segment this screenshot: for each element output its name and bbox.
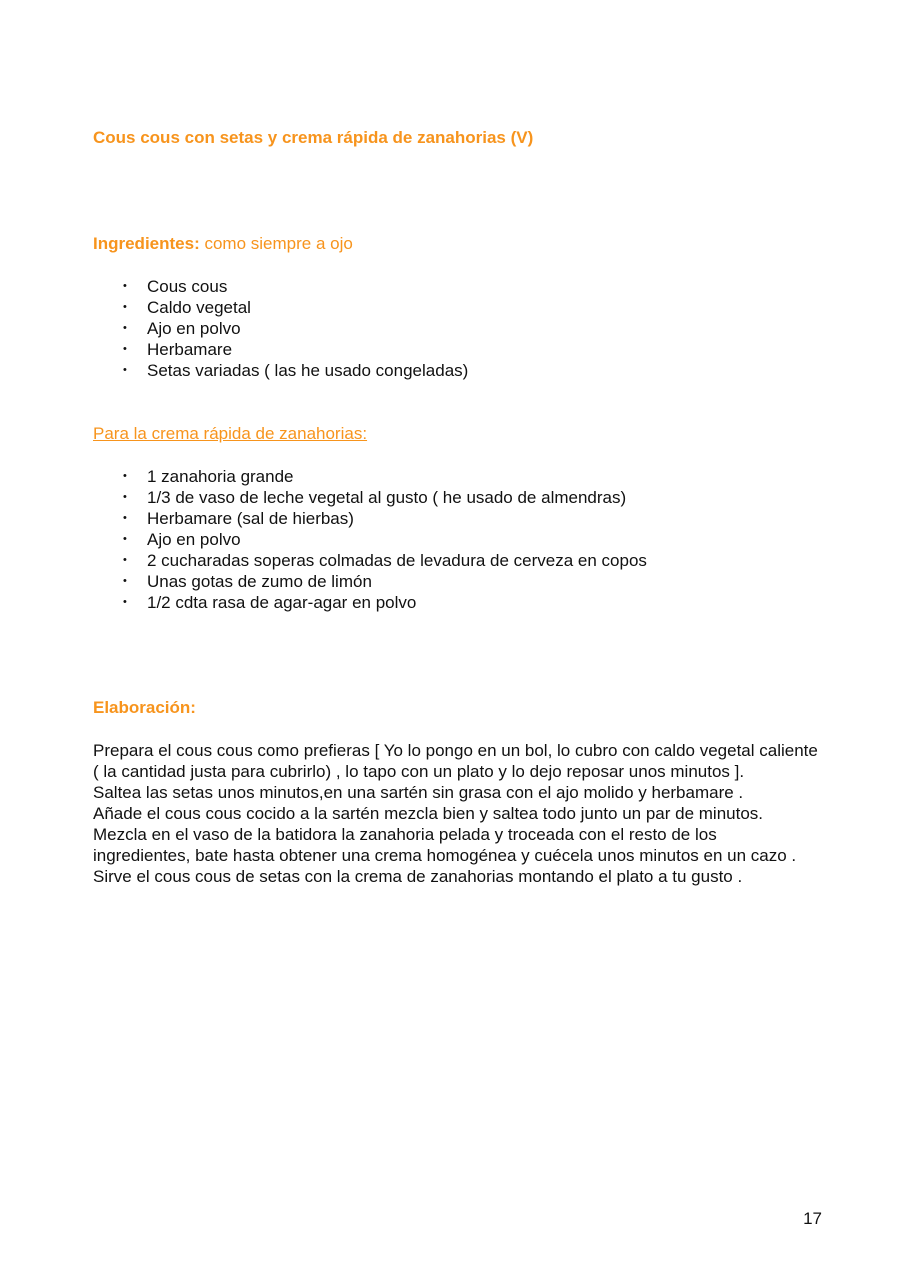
page-number: 17: [803, 1209, 822, 1228]
ingredients-list: [123, 276, 468, 381]
list-item: • Caldo vegetal: [123, 298, 251, 317]
bullet-icon: •: [123, 554, 127, 566]
list-item: • 1/3 de vaso de leche vegetal al gusto ( he usado de almendras): [123, 488, 627, 507]
bullet-icon: •: [123, 596, 127, 608]
bullet-icon: •: [123, 322, 127, 334]
bullet-icon: •: [123, 512, 127, 524]
list-item: • Herbamare: [123, 340, 233, 359]
elaboracion-paragraph: Saltea las setas unos minutos,en una sartén sin grasa con el ajo molido y herbamare .: [93, 783, 744, 802]
list-item: • Unas gotas de zumo de limón: [123, 572, 372, 591]
ingredients-label: Ingredientes:: [93, 234, 200, 253]
bullet-icon: •: [123, 533, 127, 545]
elaboracion-paragraph: Prepara el cous cous como prefieras [ Yo lo pongo en un bol, lo cubro con caldo vegetal caliente ( la cantidad justa para cubrirlo) , lo tapo con un plato y lo dejo reposar unos minutos ].: [93, 741, 818, 781]
bullet-icon: •: [123, 301, 127, 313]
elaboracion-heading: Elaboración:: [93, 698, 196, 717]
list-item: • Setas variadas ( las he usado congeladas): [123, 361, 469, 380]
elaboracion-paragraph: Añade el cous cous cocido a la sartén mezcla bien y saltea todo junto un par de minutos.: [93, 804, 764, 823]
list-item: • Cous cous: [123, 277, 228, 296]
bullet-icon: •: [123, 575, 127, 587]
list-item: • Ajo en polvo: [123, 530, 241, 549]
bullet-icon: •: [123, 343, 127, 355]
recipe-title: Cous cous con setas y crema rápida de zanahorias (V): [93, 128, 534, 147]
bullet-icon: •: [123, 470, 127, 482]
bullet-icon: •: [123, 491, 127, 503]
list-item: • Herbamare (sal de hierbas): [123, 509, 354, 528]
list-item: • 1/2 cdta rasa de agar-agar en polvo: [123, 593, 417, 612]
ingredients-heading: [93, 234, 353, 254]
ingredients-note: como siempre a ojo: [199, 234, 353, 253]
list-item: • 2 cucharadas soperas colmadas de levadura de cerveza en copos: [123, 551, 647, 570]
list-item: • 1 zanahoria grande: [123, 467, 294, 486]
crema-heading: Para la crema rápida de zanahorias:: [93, 424, 368, 443]
list-item: • Ajo en polvo: [123, 319, 241, 338]
bullet-icon: •: [123, 280, 127, 292]
bullet-icon: •: [123, 364, 127, 376]
crema-ingredients-list: [123, 466, 647, 613]
elaboracion-paragraph: Sirve el cous cous de setas con la crema de zanahorias montando el plato a tu gusto .: [93, 867, 743, 886]
elaboracion-body: [93, 740, 818, 887]
elaboracion-paragraph: Mezcla en el vaso de la batidora la zanahoria pelada y troceada con el resto de los ingredientes, bate hasta obtener una crema homogénea y cuécela unos minutos en un cazo .: [93, 825, 797, 865]
